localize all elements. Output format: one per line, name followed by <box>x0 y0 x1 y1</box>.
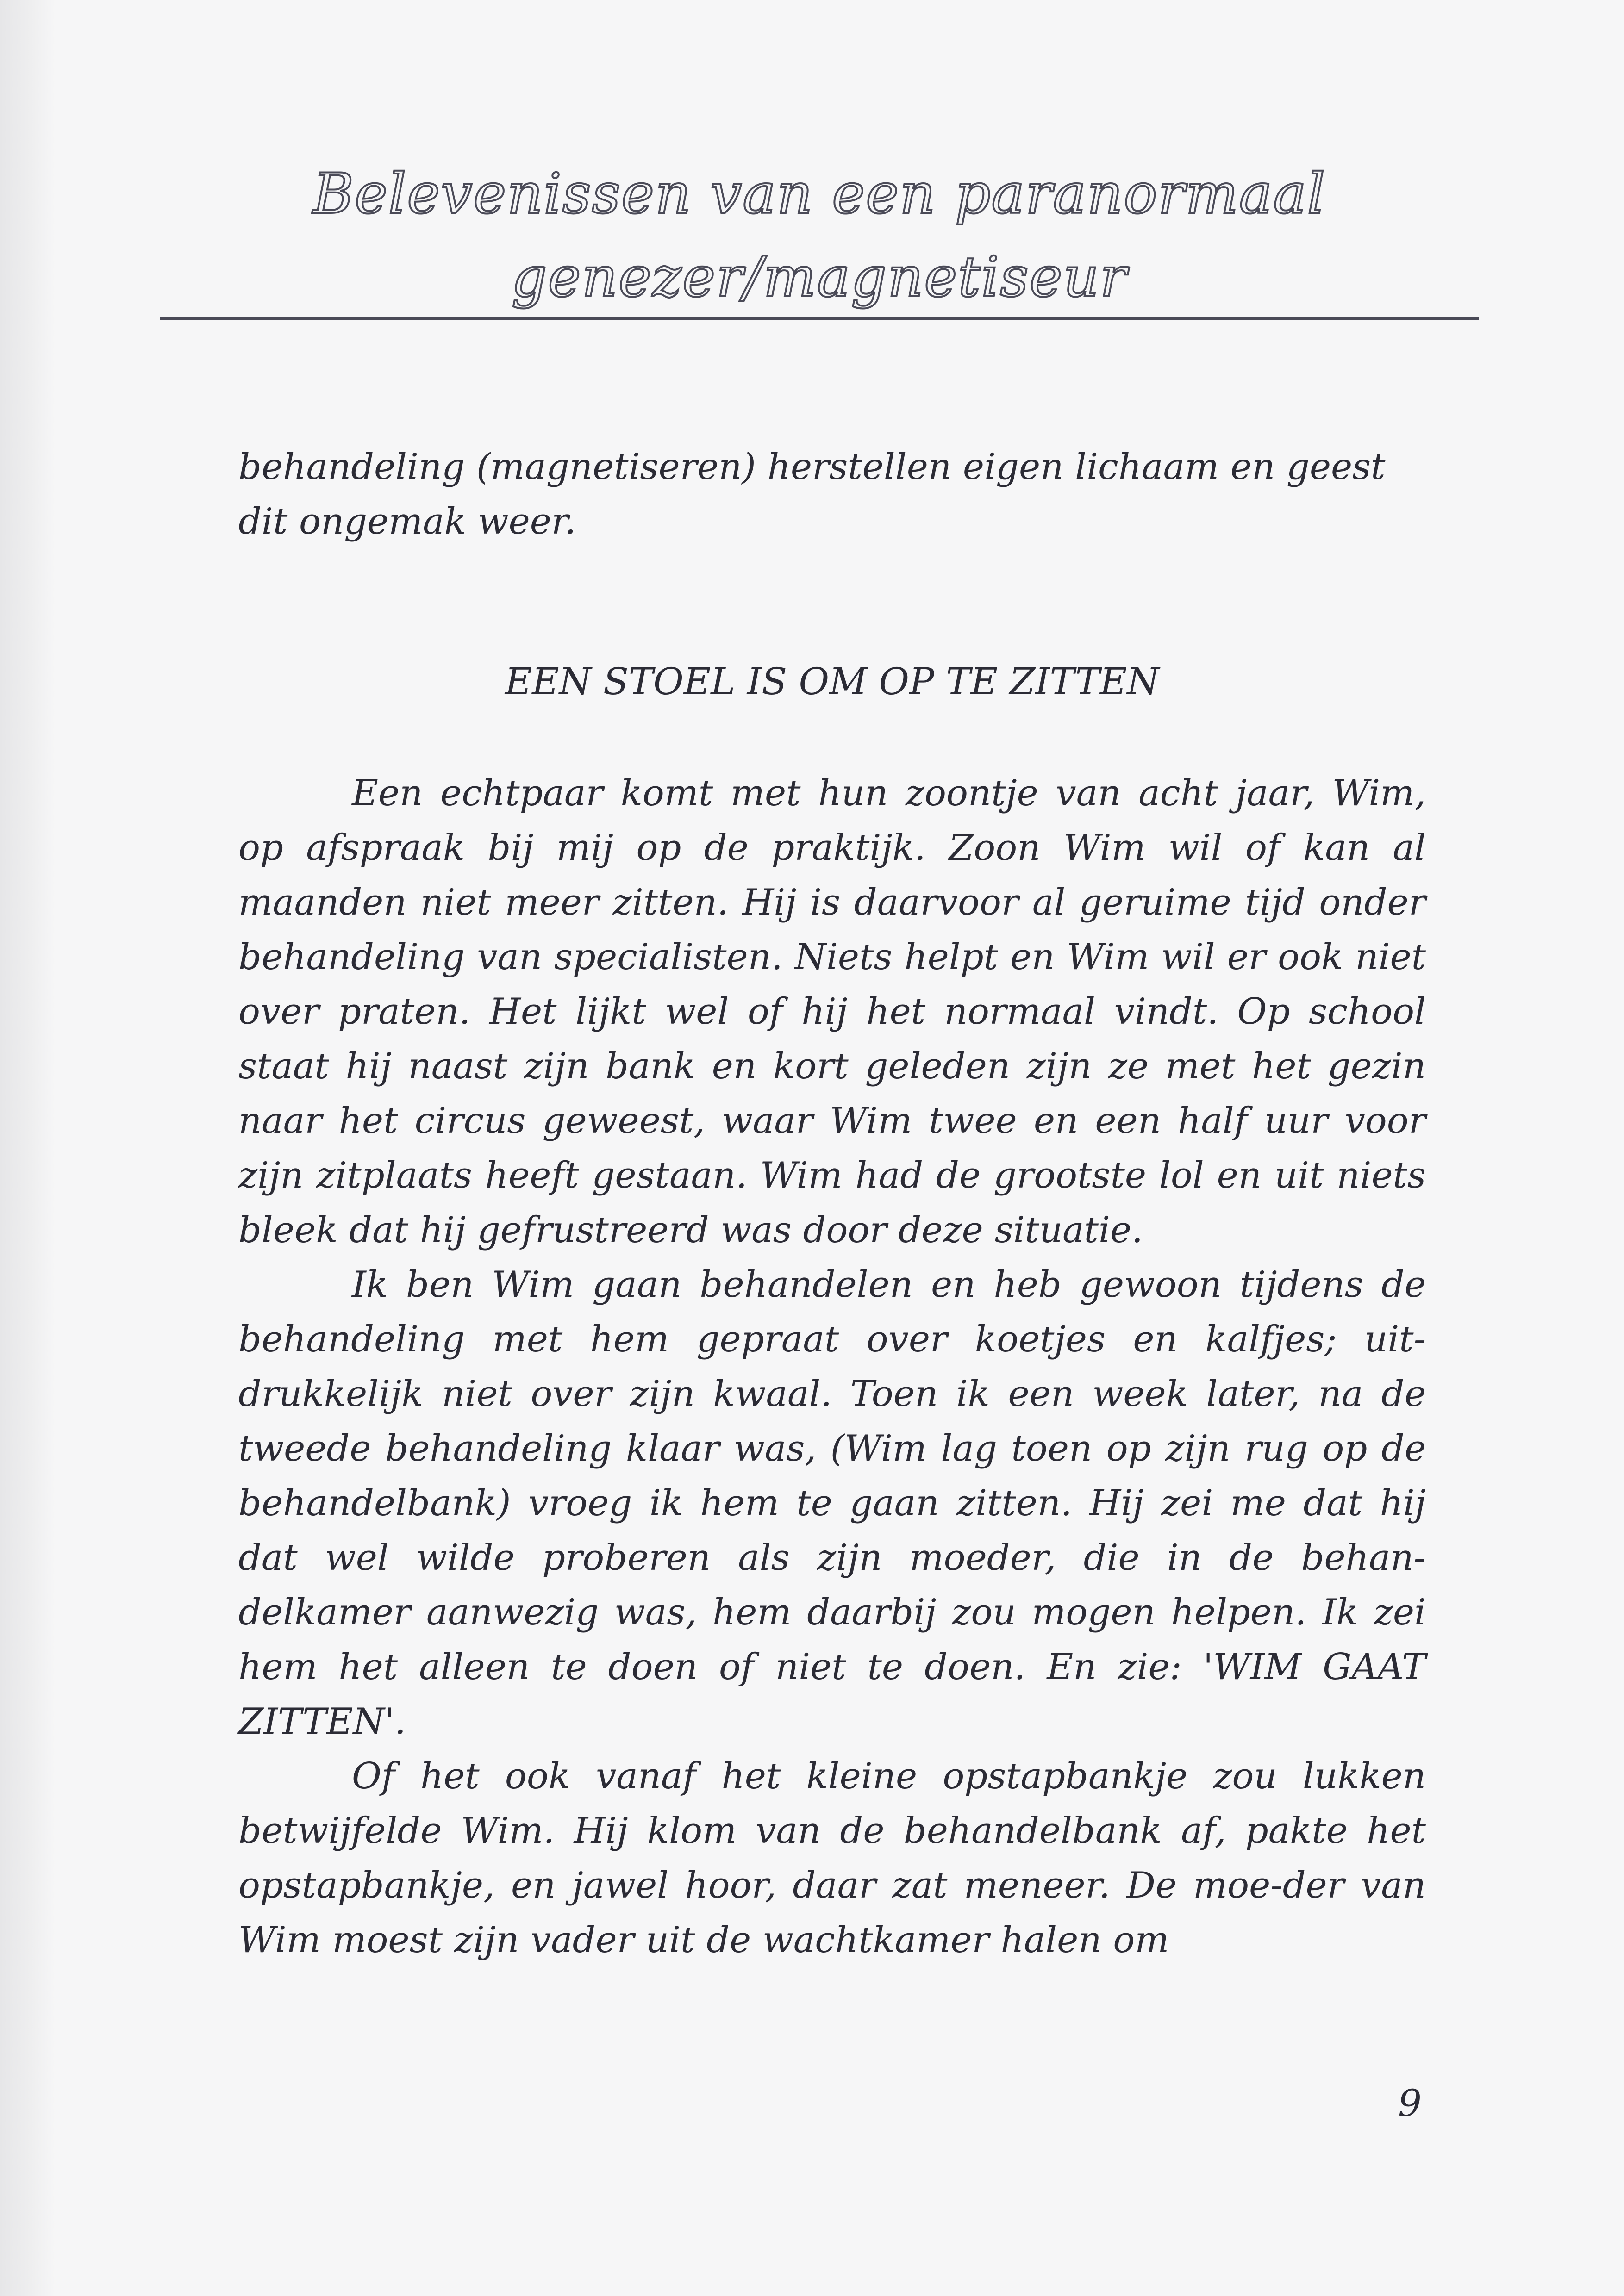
intro-paragraph: behandeling (magnetiseren) herstellen eigen lichaam en geest dit ongemak weer. <box>238 446 1386 542</box>
header-divider <box>160 317 1479 320</box>
running-header <box>160 153 1479 319</box>
story-paragraph-2: Ik ben Wim gaan behandelen en heb gewoon tijdens de behandeling met hem gepraat over koetjes en kalfjes; uit-drukkelijk niet over zijn kwaal. Toen ik een week later, na de tweede behandeling klaar was, (Wim lag toen op zijn rug op de behandelbank) vroeg ik hem te gaan zitten. Hij zei me dat hij dat wel wilde proberen als zijn moeder, die in de behan-delkamer aanwezig was, hem daarbij zou mogen helpen. Ik zei hem het alleen te doen of niet te doen. En zie: 'WIM GAAT ZITTEN'. <box>238 1264 1426 1742</box>
story-paragraph-3: Of het ook vanaf het kleine opstapbankje zou lukken betwijfelde Wim. Hij klom van de behandelbank af, pakte het opstapbankje, en jawel hoor, daar zat meneer. De moe-der van Wim moest zijn vader uit de wachtkamer halen om <box>238 1755 1426 1961</box>
header-title-line-2: genezer/magnetiseur <box>511 245 1128 310</box>
story-body <box>238 766 1426 1967</box>
page-number: 9 <box>1398 2082 1422 2125</box>
header-title-line-1: Belevenissen van een paranormaal <box>312 162 1326 226</box>
story-paragraph-1: Een echtpaar komt met hun zoontje van acht jaar, Wim, op afspraak bij mij op de praktijk. Zoon Wim wil of kan al maanden niet meer zitten. Hij is daarvoor al geruime tijd onder behandeling van specialisten. Niets helpt en Wim wil er ook niet over praten. Het lijkt wel of hij het normaal vindt. Op school staat hij naast zijn bank en kort geleden zijn ze met het gezin naar het circus geweest, waar Wim twee en een half uur voor zijn zitplaats heeft gestaan. Wim had de grootste lol en uit niets bleek dat hij gefrustreerd was door deze situatie. <box>238 772 1426 1251</box>
page-edge-shadow <box>0 0 56 2296</box>
section-heading: EEN STOEL IS OM OP TE ZITTEN <box>505 660 1160 703</box>
